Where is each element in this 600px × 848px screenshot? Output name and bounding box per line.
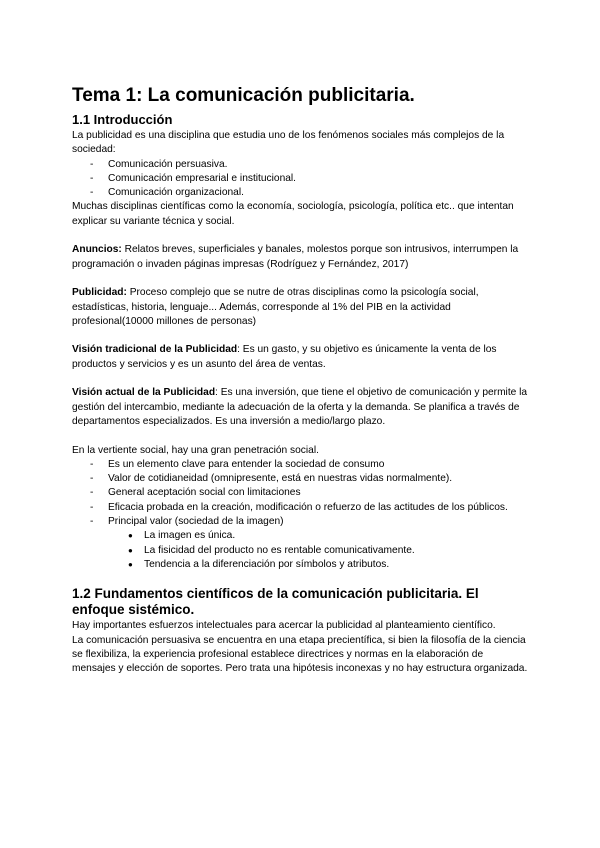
- list-item: - Comunicación organizacional.: [72, 186, 528, 200]
- vision-tradicional-term: Visión tradicional de la Publicidad: [72, 344, 238, 356]
- dash-marker: -: [90, 516, 94, 528]
- page-title: Tema 1: La comunicación publicitaria.: [72, 85, 415, 106]
- intro-paragraph: La publicidad es una disciplina que estudia uno de los fenómenos sociales más complejos de la sociedad:: [72, 130, 505, 156]
- dash-marker: -: [90, 458, 94, 470]
- vertiente-social-paragraph: En la vertiente social, hay una gran penetración social.: [72, 444, 319, 456]
- list-item: ● Tendencia a la diferenciación por símbolos y atributos.: [72, 558, 528, 572]
- dash-marker: -: [90, 158, 94, 170]
- dash-marker: -: [90, 172, 94, 184]
- publicidad-definition: Publicidad: Proceso complejo que se nutre de otras disciplinas como la psicología social, estadísticas, historia, lenguaje... Además, corresponde al 1% del PIB en la actividad profesional(10000 millones de personas): [72, 287, 479, 327]
- dash-marker: -: [90, 487, 94, 499]
- section-heading-introduccion: 1.1 Introducción: [72, 112, 173, 127]
- list-item: - Es un elemento clave para entender la sociedad de consumo: [72, 458, 528, 472]
- disciplines-paragraph: Muchas disciplinas científicas como la economía, sociología, psicología, política etc.. que intentan explicar su variante técnica y social.: [72, 201, 514, 227]
- bullet-marker: ●: [128, 559, 133, 569]
- bullet-marker: ●: [128, 531, 133, 541]
- list-item: ● La imagen es única.: [72, 529, 528, 543]
- document-page: [72, 84, 528, 676]
- section-heading-fundamentos: 1.2 Fundamentos científicos de la comunicación publicitaria. El enfoque sistémico.: [72, 586, 479, 618]
- list-item: - Principal valor (sociedad de la imagen): [72, 515, 528, 529]
- fundamentos-paragraph-2: La comunicación persuasiva se encuentra en una etapa precientífica, si bien la filosofía de la ciencia se flexibiliza, la experiencia profesional establece directrices y normas en la elaboración de mensajes y elección de soportes. Pero trata una hipótesis inconexas y no hay estructura organizada.: [72, 634, 528, 675]
- vision-tradicional: Visión tradicional de la Publicidad: Es un gasto, y su objetivo es únicamente la venta de los productos y servicios y es un asunto del área de ventas.: [72, 344, 497, 370]
- vision-actual-term: Visión actual de la Publicidad: [72, 387, 216, 399]
- fundamentos-paragraph-1: Hay importantes esfuerzos intelectuales para acercar la publicidad al planteamiento científico.: [72, 620, 496, 632]
- vision-actual: Visión actual de la Publicidad: Es una inversión, que tiene el objetivo de comunicación y permite la gestión del intercambio, mediante la adecuación de la oferta y la demanda. Se planifica a través de departamentos especializados. Es una inversión a medio/largo plazo.: [72, 387, 528, 427]
- bullet-marker: ●: [128, 545, 133, 555]
- list-item: ● La fisicidad del producto no es rentable comunicativamente.: [72, 544, 528, 558]
- list-item: - Comunicación empresarial e institucional.: [72, 172, 528, 186]
- list-item: - General aceptación social con limitaciones: [72, 486, 528, 500]
- anuncios-definition: Anuncios: Relatos breves, superficiales y banales, molestos porque son intrusivos, interrumpen la programación o invaden páginas impresas (Rodríguez y Fernández, 2017): [72, 244, 519, 270]
- communication-types-list: [72, 158, 528, 201]
- dash-marker: -: [90, 187, 94, 199]
- image-value-list: [72, 529, 528, 572]
- dash-marker: -: [90, 473, 94, 485]
- list-item: - Eficacia probada en la creación, modificación o refuerzo de las actitudes de los públicos.: [72, 501, 528, 515]
- dash-marker: -: [90, 501, 94, 513]
- list-item: - Comunicación persuasiva.: [72, 158, 528, 172]
- anuncios-term: Anuncios:: [72, 244, 122, 256]
- publicidad-term: Publicidad:: [72, 287, 127, 299]
- list-item: - Valor de cotidianeidad (omnipresente, está en nuestras vidas normalmente).: [72, 472, 528, 486]
- social-list: [72, 458, 528, 529]
